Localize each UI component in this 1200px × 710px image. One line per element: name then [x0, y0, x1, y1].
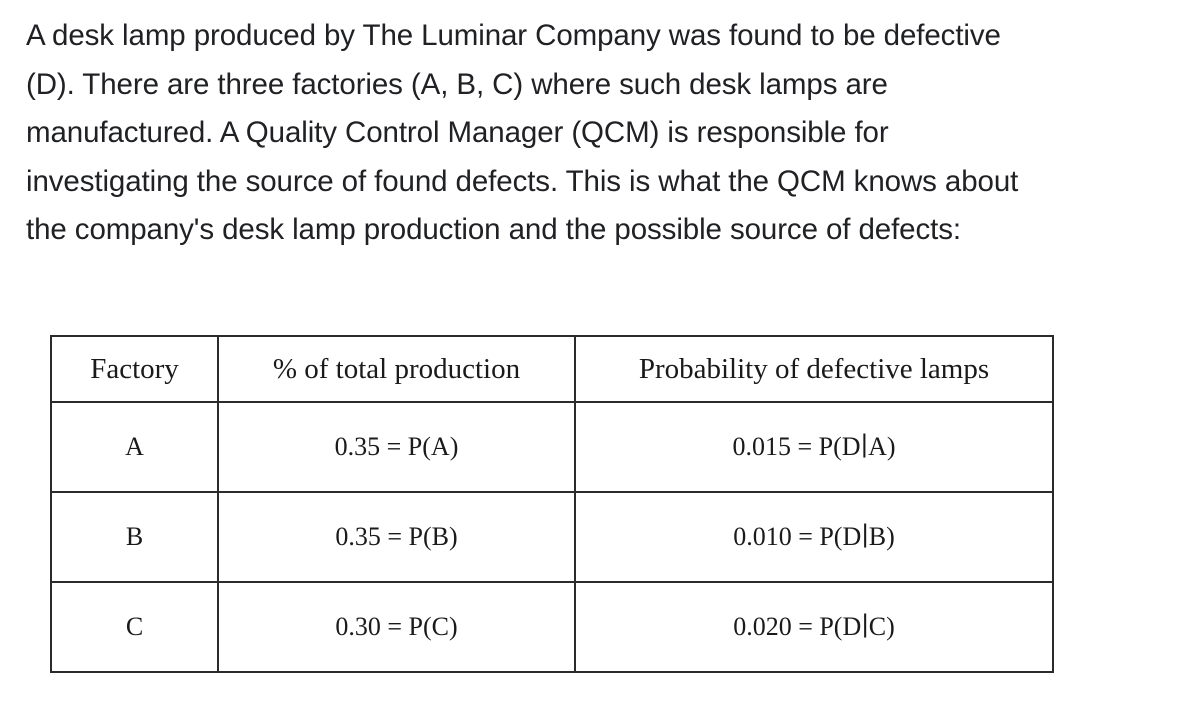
cell-factory: A	[51, 402, 218, 492]
table-row	[51, 582, 1053, 672]
statement-line: the company's desk lamp production and the possible source of defects:	[26, 213, 961, 246]
cell-defect-probability: 0.020 = P(D∣C)	[575, 582, 1053, 672]
cell-factory: C	[51, 582, 218, 672]
table-row	[51, 402, 1053, 492]
statement-line: manufactured. A Quality Control Manager (QCM) is responsible for	[26, 116, 889, 149]
factory-probability-table	[50, 335, 1054, 673]
statement-line: (D). There are three factories (A, B, C) where such desk lamps are	[26, 67, 888, 101]
header-total-production: % of total production	[218, 336, 575, 402]
cell-production: 0.35 = P(B)	[218, 492, 575, 582]
table-header-row	[51, 336, 1053, 402]
cell-defect-probability: 0.010 = P(D∣B)	[575, 492, 1053, 582]
cell-production: 0.30 = P(C)	[218, 582, 575, 672]
cell-defect-probability: 0.015 = P(D∣A)	[575, 402, 1053, 492]
statement-line: A desk lamp produced by The Luminar Company was found to be defective	[26, 19, 1001, 52]
table-row	[51, 492, 1053, 582]
problem-statement	[26, 12, 1186, 255]
header-factory: Factory	[51, 336, 218, 402]
header-defect-probability: Probability of defective lamps	[575, 336, 1053, 402]
cell-production: 0.35 = P(A)	[218, 402, 575, 492]
cell-factory: B	[51, 492, 218, 582]
statement-line: investigating the source of found defects. This is what the QCM knows about	[26, 164, 1019, 198]
